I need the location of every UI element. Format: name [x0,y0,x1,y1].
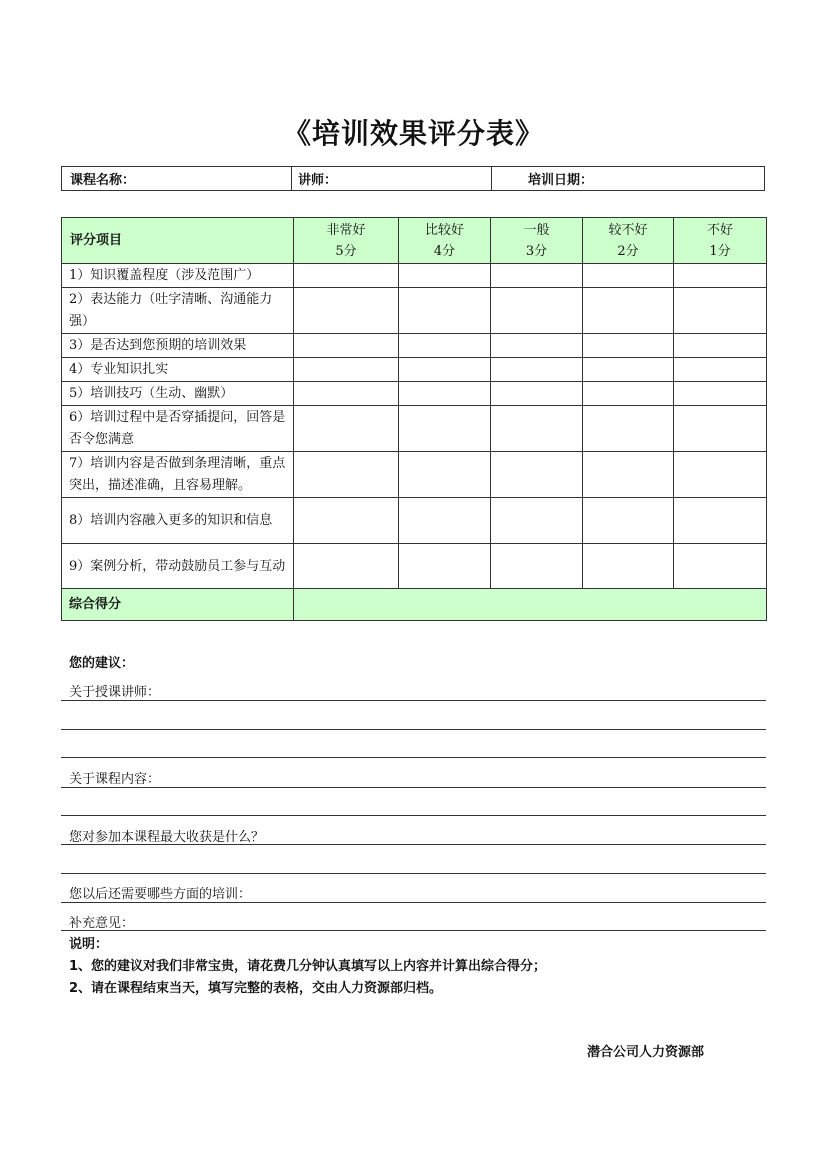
lecturer-label: 讲师： [298,173,338,188]
course-name-field[interactable] [62,167,292,190]
rating-item-label: 9）案例分析，带动鼓励员工参与互动 [62,544,294,589]
level-header: 非常好 5分 [294,218,399,264]
notes-block [69,934,546,1000]
gain-question-label: 您对参加本课程最大收获是什么？ [69,830,265,845]
table-row [62,452,767,498]
rating-item-label: 7）培训内容是否做到条理清晰，重点突出，描述准确，且容易理解。 [62,452,294,498]
rating-cell[interactable] [294,382,399,406]
rating-cell[interactable] [583,334,674,358]
rating-cell[interactable] [399,264,491,288]
table-row [62,382,767,406]
answer-line[interactable] [61,902,766,903]
table-row [62,334,767,358]
rating-item-label: 2）表达能力（吐字清晰、沟通能力强） [62,288,294,334]
level-header: 比较好 4分 [399,218,491,264]
rating-item-label: 8）培训内容融入更多的知识和信息 [62,498,294,544]
rating-cell[interactable] [294,498,399,544]
course-info-bar [61,166,765,191]
rating-item-label: 6）培训过程中是否穿插提问，回答是否令您满意 [62,406,294,452]
rating-cell[interactable] [674,382,767,406]
level-header: 一般 3分 [491,218,583,264]
rating-cell[interactable] [294,544,399,589]
form-title: 《培训效果评分表》 [282,117,544,150]
answer-line[interactable] [61,787,766,788]
suggestions-title: 您的建议： [69,656,135,671]
rating-cell[interactable] [674,498,767,544]
level-header: 较不好 2分 [583,218,674,264]
total-score-cell[interactable] [294,589,767,621]
notes-title: 说明： [69,937,109,952]
rating-cell[interactable] [294,264,399,288]
rating-cell[interactable] [399,544,491,589]
table-row [62,358,767,382]
rating-cell[interactable] [399,452,491,498]
rating-cell[interactable] [583,264,674,288]
rating-cell[interactable] [491,264,583,288]
total-score-label: 综合得分 [62,589,294,621]
rating-cell[interactable] [583,452,674,498]
rating-cell[interactable] [674,358,767,382]
lecturer-feedback-label: 关于授课讲师： [69,685,161,700]
rating-cell[interactable] [491,334,583,358]
rating-cell[interactable] [674,544,767,589]
rating-cell[interactable] [491,382,583,406]
rating-cell[interactable] [491,288,583,334]
rating-item-label: 1）知识覆盖程度（涉及范围广） [62,264,294,288]
rating-cell[interactable] [491,358,583,382]
answer-line[interactable] [61,930,766,931]
rating-cell[interactable] [294,406,399,452]
item-column-header: 评分项目 [62,218,294,264]
rating-item-label: 3）是否达到您预期的培训效果 [62,334,294,358]
rating-cell[interactable] [583,288,674,334]
rating-cell[interactable] [399,406,491,452]
rating-header-row [62,218,767,264]
rating-cell[interactable] [583,358,674,382]
total-score-row [62,589,767,621]
rating-cell[interactable] [491,406,583,452]
content-feedback-label: 关于课程内容： [69,772,161,787]
note-line: 2、请在课程结束当天，填写完整的表格，交由人力资源部归档。 [69,981,443,996]
rating-table [61,217,767,621]
rating-cell[interactable] [491,544,583,589]
rating-cell[interactable] [583,382,674,406]
answer-line[interactable] [61,757,766,758]
rating-cell[interactable] [294,288,399,334]
rating-item-label: 4）专业知识扎实 [62,358,294,382]
rating-cell[interactable] [491,498,583,544]
rating-cell[interactable] [583,406,674,452]
table-row [62,498,767,544]
rating-cell[interactable] [399,358,491,382]
rating-cell[interactable] [674,288,767,334]
table-row [62,264,767,288]
rating-cell[interactable] [399,498,491,544]
answer-line[interactable] [61,700,766,701]
rating-cell[interactable] [294,334,399,358]
rating-cell[interactable] [399,288,491,334]
table-row [62,406,767,452]
training-date-field[interactable] [492,167,764,190]
rating-cell[interactable] [674,452,767,498]
table-row [62,288,767,334]
level-header: 不好 1分 [674,218,767,264]
lecturer-field[interactable] [292,167,492,190]
course-name-label: 课程名称： [70,173,136,188]
department-signature: 潜合公司人力资源部 [587,1045,705,1060]
other-comments-label: 补充意见： [69,916,135,931]
rating-cell[interactable] [674,334,767,358]
answer-line[interactable] [61,844,766,845]
note-line: 1、您的建议对我们非常宝贵，请花费几分钟认真填写以上内容并计算出综合得分； [69,959,547,974]
future-training-label: 您以后还需要哪些方面的培训： [69,887,252,902]
answer-line[interactable] [61,873,766,874]
rating-cell[interactable] [583,544,674,589]
rating-item-label: 5）培训技巧（生动、幽默） [62,382,294,406]
rating-cell[interactable] [583,498,674,544]
rating-cell[interactable] [674,264,767,288]
table-row [62,544,767,589]
training-date-label: 培训日期： [528,173,594,188]
answer-line[interactable] [61,729,766,730]
answer-line[interactable] [61,815,766,816]
rating-cell[interactable] [294,358,399,382]
rating-cell[interactable] [399,382,491,406]
rating-cell[interactable] [399,334,491,358]
rating-cell[interactable] [294,452,399,498]
rating-cell[interactable] [491,452,583,498]
rating-cell[interactable] [674,406,767,452]
